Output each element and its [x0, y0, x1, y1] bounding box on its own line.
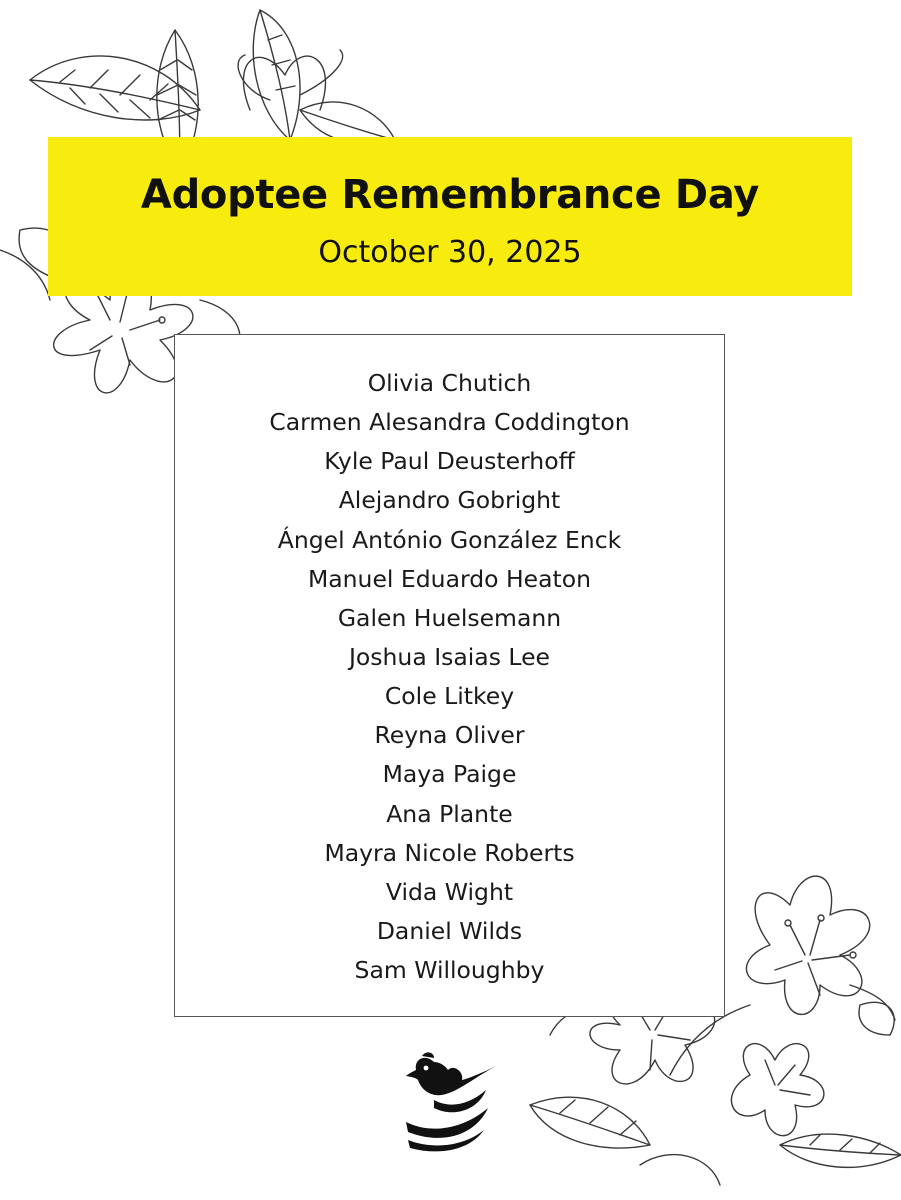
- name-item: Maya Paige: [382, 760, 517, 789]
- names-card: [174, 334, 725, 1017]
- name-item: Carmen Alesandra Coddington: [269, 408, 630, 437]
- title-banner: [48, 137, 852, 296]
- event-date: October 30, 2025: [318, 235, 582, 270]
- name-item: Ángel António González Enck: [277, 525, 622, 554]
- name-item: Vida Wight: [385, 877, 514, 906]
- name-item: Ana Plante: [386, 799, 513, 828]
- page-title: Adoptee Remembrance Day: [140, 172, 760, 218]
- names-list: [175, 364, 724, 990]
- bird-logo-icon: [404, 1050, 500, 1154]
- name-item: Alejandro Gobright: [338, 486, 561, 515]
- name-item: Cole Litkey: [384, 682, 515, 711]
- name-item: Joshua Isaias Lee: [348, 642, 551, 671]
- name-item: Sam Willoughby: [354, 956, 545, 985]
- name-item: Manuel Eduardo Heaton: [307, 564, 591, 593]
- name-item: Galen Huelsemann: [337, 603, 562, 632]
- name-item: Kyle Paul Deusterhoff: [324, 447, 575, 476]
- name-item: Mayra Nicole Roberts: [324, 838, 575, 867]
- name-item: Reyna Oliver: [374, 721, 525, 750]
- name-item: Daniel Wilds: [376, 916, 523, 945]
- name-item: Olivia Chutich: [367, 369, 532, 397]
